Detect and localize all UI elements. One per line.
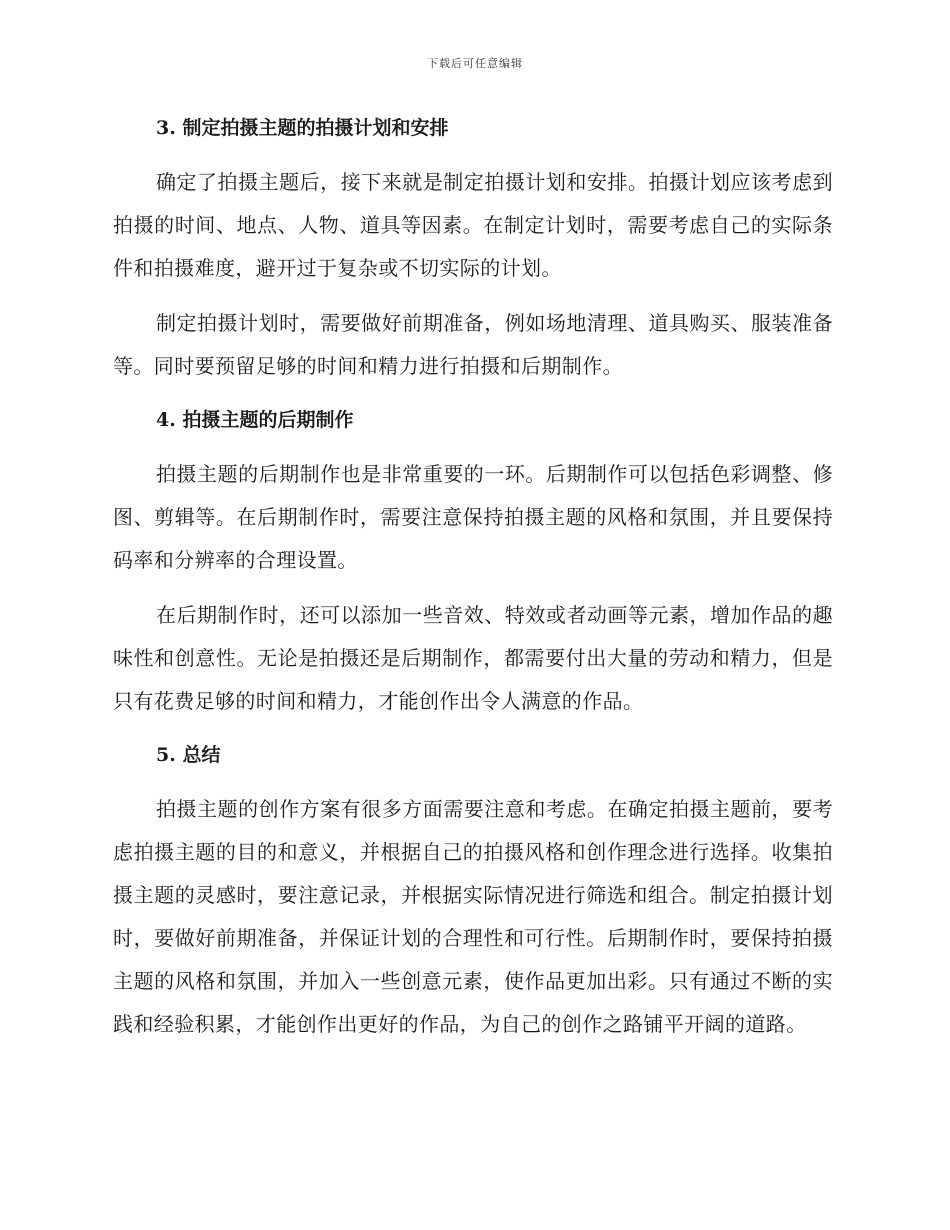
paragraph: 制定拍摄计划时，需要做好前期准备，例如场地清理、道具购买、服装准备等。同时要预留足够的时间和精力进行拍摄和后期制作。 [113,311,833,378]
section-heading: 4. 拍摄主题的后期制作 [156,409,354,431]
section-heading: 5. 总结 [156,744,221,766]
paragraph: 拍摄主题的后期制作也是非常重要的一环。后期制作可以包括色彩调整、修图、剪辑等。在后期制作时，需要注意保持拍摄主题的风格和氛围，并且要保持码率和分辨率的合理设置。 [113,462,833,572]
paragraph: 在后期制作时，还可以添加一些音效、特效或者动画等元素，增加作品的趣味性和创意性。无论是拍摄还是后期制作，都需要付出大量的劳动和精力，但是只有花费足够的时间和精力，才能创作出令人满意的作品。 [113,603,833,713]
paragraph: 确定了拍摄主题后，接下来就是制定拍摄计划和安排。拍摄计划应该考虑到拍摄的时间、地点、人物、道具等因素。在制定计划时，需要考虑自己的实际条件和拍摄难度，避开过于复杂或不切实际的计划。 [113,170,833,280]
section-4 [113,400,833,723]
section-heading: 3. 制定拍摄主题的拍摄计划和安排 [156,117,449,139]
document-body [113,108,833,1058]
page-header: 下载后可任意编辑 [427,57,523,70]
paragraph: 拍摄主题的创作方案有很多方面需要注意和考虑。在确定拍摄主题前，要考虑拍摄主题的目的和意义，并根据自己的拍摄风格和创作理念进行选择。收集拍摄主题的灵感时，要注意记录，并根据实际情况进行筛选和组合。制定拍摄计划时，要做好前期准备，并保证计划的合理性和可行性。后期制作时，要保持拍摄主题的风格和氛围，并加入一些创意元素，使作品更加出彩。只有通过不断的实践和经验积累，才能创作出更好的作品，为自己的创作之路铺平开阔的道路。 [113,797,833,1036]
section-5 [113,735,833,1046]
section-3 [113,108,833,388]
